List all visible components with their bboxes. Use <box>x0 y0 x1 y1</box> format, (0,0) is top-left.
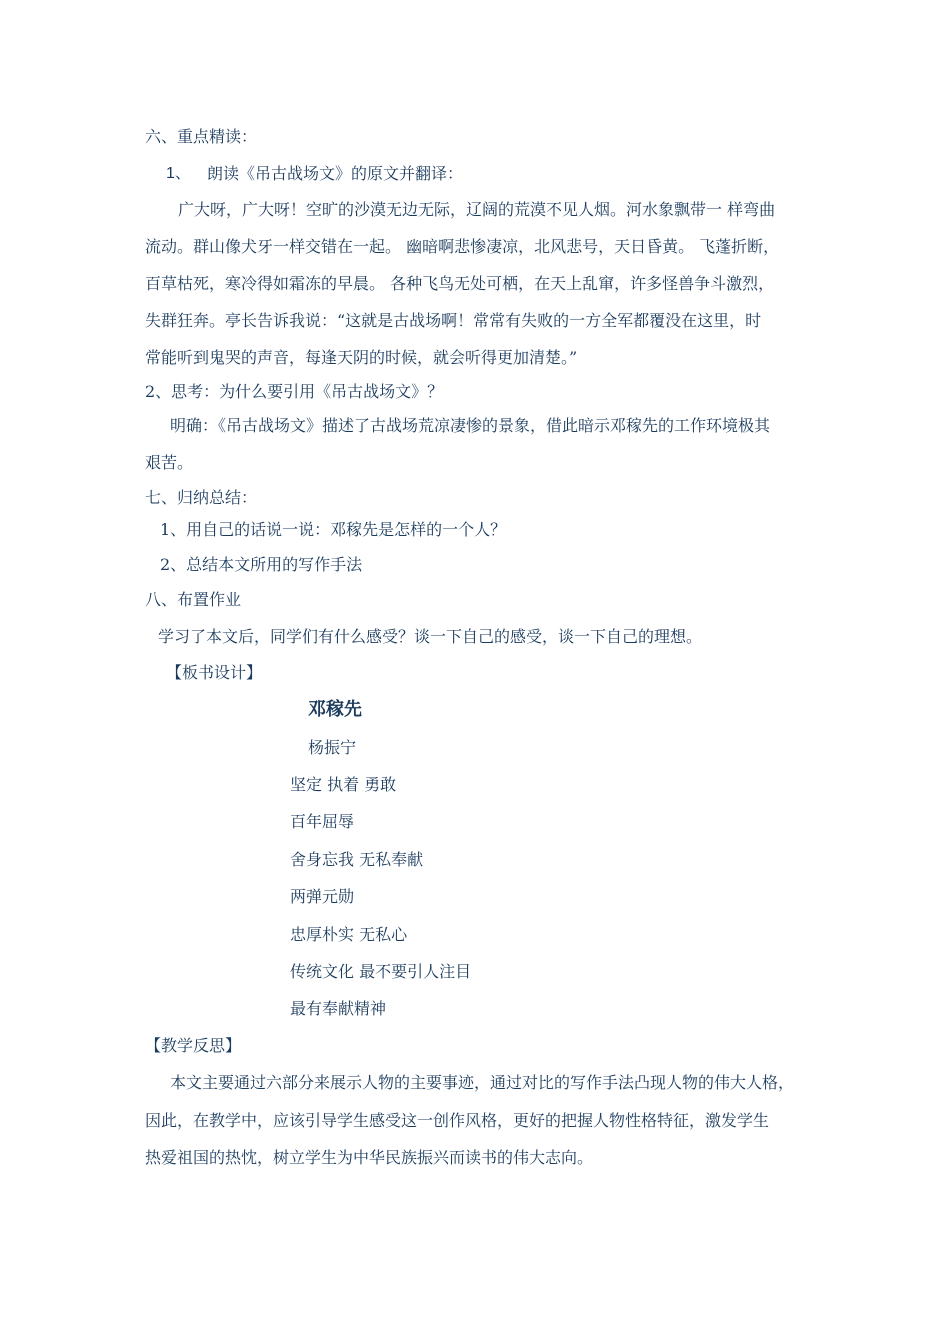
answer-line: 艰苦。 <box>145 453 194 472</box>
homework-text: 学习了本文后，同学们有什么感受？谈一下自己的感受，谈一下自己的理想。 <box>158 627 703 646</box>
board-line: 传统文化 最不要引人注目 <box>290 962 472 981</box>
reflection-label: 【教学反思】 <box>145 1036 242 1055</box>
answer-line: 明确：《吊古战场文》描述了古战场荒凉凄惨的景象，借此暗示邓稼先的工作环境极其 <box>170 416 771 435</box>
section7-heading: 七、归纳总结： <box>145 488 258 507</box>
translation-line: 常能听到鬼哭的声音，每逢天阴的时候，就会听得更加清楚。” <box>145 348 578 367</box>
board-line: 百年屈辱 <box>290 812 355 831</box>
section7-item: 1、用自己的话说一说：邓稼先是怎样的一个人？ <box>160 520 507 539</box>
board-line: 舍身忘我 无私奉献 <box>290 850 424 869</box>
section6-item1-text: 朗读《吊古战场文》的原文并翻译： <box>207 164 464 183</box>
reflection-line: 本文主要通过六部分来展示人物的主要事迹，通过对比的写作手法凸现人物的伟大人格， <box>170 1073 795 1092</box>
board-line: 忠厚朴实 无私心 <box>290 925 408 944</box>
reflection-line: 因此，在教学中，应该引导学生感受这一创作风格，更好的把握人物性格特征，激发学生 <box>145 1111 770 1130</box>
section8-heading: 八、布置作业 <box>145 590 242 609</box>
reflection-line: 热爱祖国的热忱，树立学生为中华民族振兴而读书的伟大志向。 <box>145 1148 594 1167</box>
translation-line: 流动。群山像犬牙一样交错在一起。 幽暗啊悲惨凄凉，北风悲号，天日昏黄。 飞蓬折断， <box>145 237 780 256</box>
section6-item2: 2、思考：为什么要引用《吊古战场文》？ <box>145 382 444 401</box>
section7-item: 2、总结本文所用的写作手法 <box>160 555 363 574</box>
translation-line: 失群狂奔。亭长告诉我说：“这就是古战场啊！常常有失败的一方全军都覆没在这里，时 <box>145 311 762 330</box>
translation-line: 广大呀，广大呀！空旷的沙漠无边无际，辽阔的荒漠不见人烟。河水象飘带一 样弯曲 <box>178 200 776 219</box>
board-title: 邓稼先 <box>308 699 362 720</box>
section6-item1-number: 1、 <box>166 165 191 182</box>
board-line: 坚定 执着 勇敢 <box>290 775 397 794</box>
board-line: 最有奉献精神 <box>290 999 387 1018</box>
board-design-label: 【板书设计】 <box>166 663 263 682</box>
section6-heading: 六、重点精读： <box>145 127 258 146</box>
board-line: 两弹元勋 <box>290 887 355 906</box>
board-author: 杨振宁 <box>308 738 357 757</box>
translation-line: 百草枯死，寒冷得如霜冻的早晨。 各种飞鸟无处可栖，在天上乱窜，许多怪兽争斗激烈， <box>145 274 775 293</box>
